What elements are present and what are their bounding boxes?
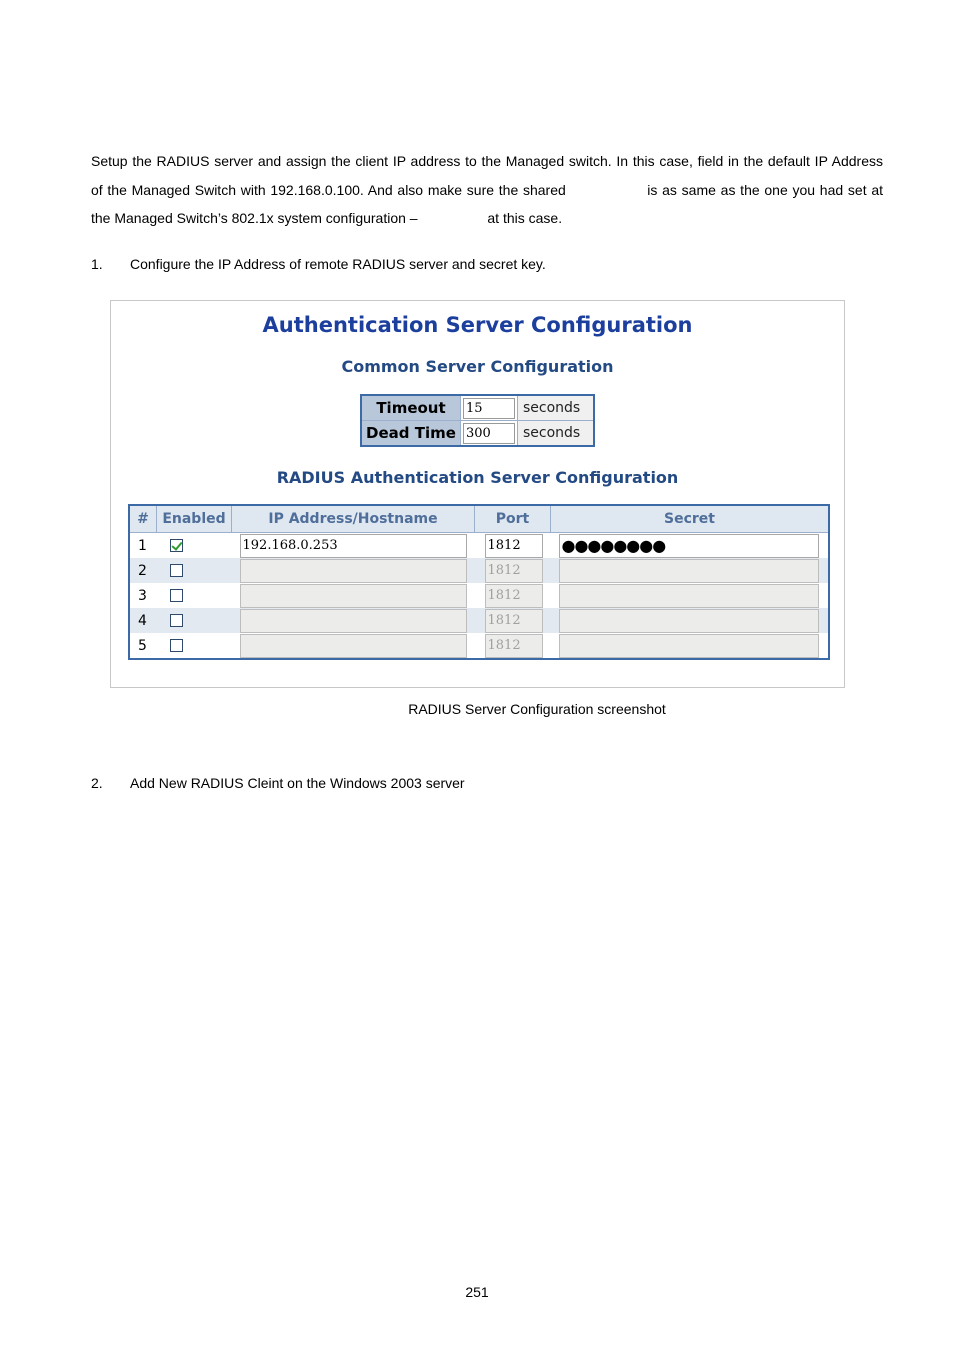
secret-input[interactable]: [559, 559, 820, 583]
secret-input[interactable]: [559, 584, 820, 608]
dead-time-input[interactable]: 300: [463, 423, 515, 444]
step-2-text: Add New RADIUS Cleint on the Windows 2003 server: [130, 775, 465, 791]
secret-input[interactable]: ●●●●●●●●: [559, 534, 820, 558]
radius-heading: RADIUS Authentication Server Configuration: [276, 468, 679, 487]
row-number: 4: [129, 608, 157, 633]
secret-input[interactable]: [559, 634, 820, 658]
port-input[interactable]: 1812: [485, 559, 543, 583]
timeout-unit: seconds: [518, 395, 595, 421]
row-number: 5: [138, 637, 147, 654]
step-1-number: 1.: [91, 256, 103, 272]
enabled-checkbox[interactable]: [170, 589, 183, 602]
intro-line-3a: the Managed Switch’s 802.1x system configuration –: [91, 210, 418, 226]
radius-server-table: [128, 504, 830, 660]
row-number: 3: [138, 587, 147, 604]
enabled-checkbox[interactable]: [170, 614, 183, 627]
col-number: #: [129, 505, 157, 533]
step-2-number: 2.: [91, 775, 103, 791]
timeout-row: [361, 395, 594, 421]
enabled-checkbox[interactable]: [170, 564, 183, 577]
table-row: [129, 583, 829, 608]
intro-paragraph: [91, 147, 883, 233]
secret-input[interactable]: [559, 609, 820, 633]
ip-address-input[interactable]: [240, 609, 467, 633]
ip-address-input[interactable]: [240, 634, 467, 658]
intro-line-3b: at this case.: [487, 210, 563, 226]
table-row: [129, 558, 829, 583]
col-ip-address: IP Address/Hostname: [232, 505, 475, 533]
timeout-input[interactable]: 15: [463, 398, 515, 419]
screenshot-title: Authentication Server Configuration: [262, 313, 693, 337]
intro-line-2b: is as same as the one you had set at: [647, 181, 884, 198]
table-row: [129, 608, 829, 633]
enabled-checkbox[interactable]: [170, 639, 183, 652]
port-input[interactable]: 1812: [485, 609, 543, 633]
figure-caption: RADIUS Server Configuration screenshot: [408, 701, 666, 717]
port-input[interactable]: 1812: [485, 634, 543, 658]
enabled-checkbox[interactable]: [170, 539, 183, 552]
row-number: 2: [129, 558, 157, 583]
page-number: 251: [465, 1284, 489, 1300]
step-1-text: Configure the IP Address of remote RADIUS server and secret key.: [130, 256, 546, 272]
intro-line-2: [91, 176, 883, 205]
radius-config-screenshot: [110, 300, 845, 688]
dead-time-unit: seconds: [518, 421, 595, 447]
common-heading: Common Server Configuration: [341, 357, 614, 376]
ip-address-input[interactable]: [240, 584, 467, 608]
col-port: Port: [475, 505, 551, 533]
common-config-table: [360, 394, 595, 447]
dead-time-label: Dead Time: [361, 421, 461, 447]
col-enabled: Enabled: [157, 505, 232, 533]
col-secret: Secret: [551, 505, 830, 533]
intro-line-3: [91, 204, 883, 233]
row-number: 1: [138, 537, 147, 554]
table-row: [129, 533, 829, 559]
timeout-label: Timeout: [361, 395, 461, 421]
port-input[interactable]: 1812: [485, 584, 543, 608]
radius-header-row: [129, 505, 829, 533]
dead-time-row: [361, 421, 594, 447]
ip-address-input[interactable]: [240, 559, 467, 583]
table-row: [129, 633, 829, 659]
intro-line-2a: of the Managed Switch with 192.168.0.100. And also make sure the shared: [91, 181, 566, 198]
port-input[interactable]: 1812: [485, 534, 543, 558]
ip-address-input[interactable]: 192.168.0.253: [240, 534, 467, 558]
intro-line-1: Setup the RADIUS server and assign the client IP address to the Managed switch. In this case, field in the default IP Address: [91, 153, 883, 169]
